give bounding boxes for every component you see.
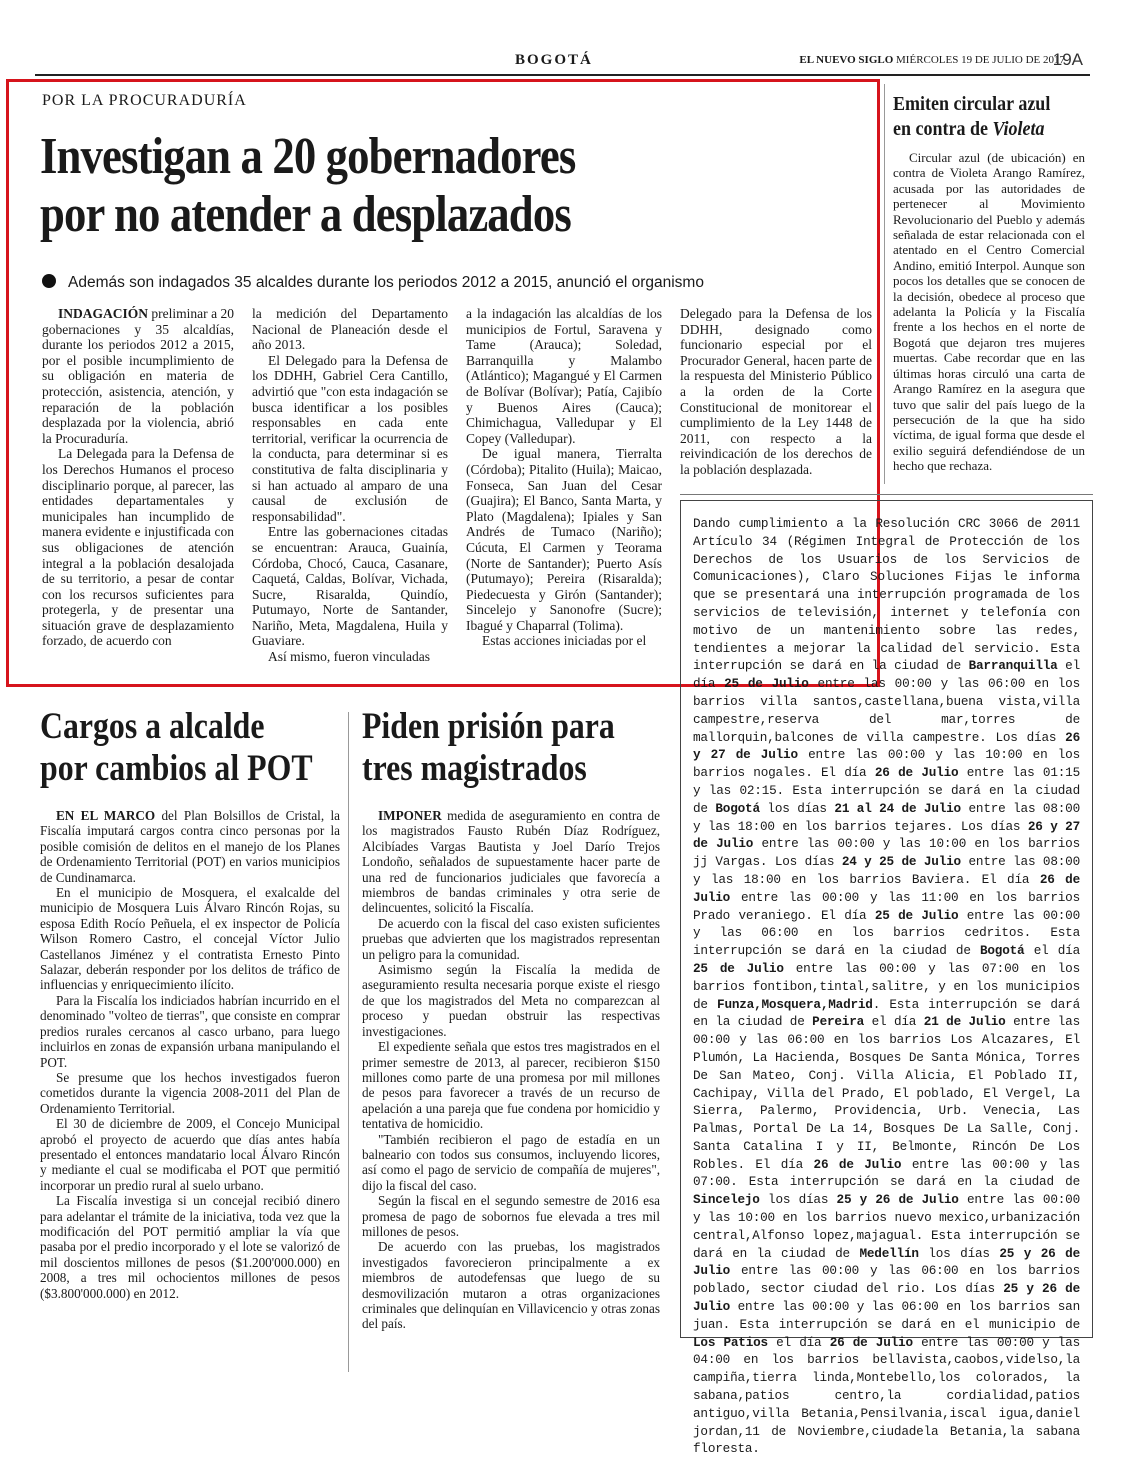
- story2-body: [40, 808, 340, 1301]
- paragraph: "También recibieron el pago de estadía en un balneario con todos sus consumos, incluyendo licores, así como el pago de servicio de compañía de mujeres", dijo la fiscal del caso.: [362, 1131, 660, 1193]
- main-column-4: [680, 306, 872, 478]
- paragraph: En el municipio de Mosquera, el exalcalde del municipio de Mosquera Luis Álvaro Rincón Rojas, su esposa Edith Rocío Peñuela, el ex inspector de Policía Wilson Romero Castro, el concejal Víctor Julio Castellanos Jiménez y el contratista Ernesto Pinto Salazar, deberán responder por los delitos de tráfico de influencias y enriquecimiento ilícito.: [40, 885, 340, 993]
- notice-text: entre las 00:00 y las 11:00 en los barrios Prado veraniego. El día: [693, 889, 1080, 923]
- paragraph: a la indagación las alcaldías de los municipios de Fortul, Saravena y Tame (Arauca); Soledad, Barranquilla y Malambo (Atlántico); Magangué y El Carmen de Bolívar (Bolívar); Patía, Cajibío y Buenos Aires (Cauca); Chimichagua, Valledupar y El Copey (Valledupar).: [466, 306, 662, 446]
- notice-text: entre las 01:15 y las 02:15. Esta interrupción se dará en la ciudad de: [693, 765, 1080, 816]
- column-divider: [884, 84, 885, 484]
- lead-word: IMPONER: [378, 808, 442, 823]
- paragraph: Asimismo según la Fiscalía la medida de aseguramiento resulta necesaria porque existe el riesgo de que los magistrados del Meta no comparezcan al proceso y puedan obstruir las respectivas investigaciones.: [362, 962, 660, 1039]
- notice-bold: 25 de Julio: [874, 907, 959, 923]
- paragraph: la medición del Departamento Nacional de Planeación desde el año 2013.: [252, 306, 448, 353]
- sidebar-headline-line-1: Emiten circular azul: [893, 93, 1051, 115]
- header-rule: [35, 74, 1090, 76]
- notice-text: entre las 00:00 y las 04:00 en los barrios bellavista,caobos,videlso,la campiña,tierra linda,Montebello,los colorados, la sabana,patios centro,la cordialidad,patios antiguo,villa Betania,Pensilvania,iscal igua,daniel jordan,11 de Noviembre,ciudadela Betania,la sabana floresta.: [693, 1334, 1080, 1457]
- notice-text: el día: [1024, 943, 1080, 959]
- notice-text: los días: [918, 1245, 1000, 1261]
- paragraph: preliminar a 20 gobernaciones y 35 alcaldías, durante los periodos 2012 a 2015, por el posible incumplimiento de su obligación en materia de protección, asistencia, atención, y reparación de la población desplazada por la violencia, abrió la Procuraduría.: [42, 306, 234, 446]
- paragraph: Entre las gobernaciones citadas se encuentran: Arauca, Guainía, Córdoba, Chocó, Cauca, Casanare, Caquetá, Caldas, Bolívar, Vichada, Sucre, Risaralda, Quindío, Putumayo, Norte de Santander, Nariño, Meta, Magdalena, Huila y Guaviare.: [252, 524, 448, 649]
- notice-bold: 26 de Julio: [829, 1334, 913, 1350]
- story3-headline-line-1: Piden prisión para: [362, 706, 615, 747]
- notice-text: entre las 08:00 y las 18:00 en los barrios Baviera. El día: [693, 854, 1080, 887]
- notice-text: entre las 00:00 y las 06:00 en los barrios Los Alcazares, El Plumón, La Hacienda, Bosques De Santa Mónica, Torres De San Mateo, Conj. Villa Alicia, El Poblado II, Cachipay, Villa del Prado, El poblado, El Vergel, La Sierra, Palermo, Providencia, Urb. Venecia, Las Palmas, Portal De La 14, Bosques De La Salle, Conj. Santa Catalina I y II, Belmonte, Rincón De Los Robles. El día: [693, 1014, 1081, 1172]
- paragraph: Según la fiscal en el segundo semestre de 2016 esa promesa de pago de sobornos fue elevada a tres mil millones de pesos.: [362, 1193, 660, 1239]
- notice-text: . Esta interrupción se dará en la ciudad de: [693, 996, 1081, 1030]
- paragraph: De igual manera, Tierraltа (Córdoba); Pitalito (Huila); Maicao, Fonseca, San Juan del Cesar (Guajira); El Banco, Santa Marta, y Plato (Magdalena); Ipiales y San Andrés de Tumaco (Nariño); Cúcuta, El Carmen y Teorama (Norte de Santander); Puerto Asís (Putumayo); Pereira (Risaralda); Piedecuesta y Girón (Santander); Sincelejo y Sanonofre (Sucre); Ibagué y Chaparral (Tolima).: [466, 446, 662, 633]
- notice-text: Dando cumplimiento a la Resolución CRC 3066 de 2011 Artículo 34 (Régimen Integral de Protección de los Derechos de los Usuarios de los Servicios de Comunicaciones), Claro Soluciones Fijas le informa que se presentará una interrupción programada de los servicios de televisión, internet y telefonía con motivo de un mantenimiento sobre las redes, tendientes a mejorar la calidad del servicio. Esta interrupción se dará en la ciudad de: [693, 516, 1080, 674]
- notice-bold: 26 de Julio: [874, 765, 959, 781]
- notice-text: entre las 00:00 y las 07:00. Esta interrupción se dará en la ciudad de: [693, 1156, 1080, 1190]
- sidebar-headline-line-2: [893, 117, 1073, 142]
- paragraph: De acuerdo con la fiscal del caso existen suficientes pruebas que advierten que los magistrados representan un peligro para la comunidad.: [362, 915, 660, 962]
- notice-bold: Funza,Mosquera,Madrid: [717, 996, 873, 1012]
- sidebar-headline-text: en contra de: [893, 118, 993, 140]
- paragraph: medida de aseguramiento en contra de los magistrados Fausto Rubén Díaz Rodríguez, Alcibíades Vargas Bautista y Joel Darío Trejos Londoño, señalados de supuestamente hacer parte de una red de funcionarios judiciales que favorecía a miembros de bandas criminales y otra serie de delincuentes, solicitó la Fiscalía.: [362, 808, 660, 916]
- paragraph: Delegado para la Defensa de los DDHH, designado como funcionario especial por el Procurador General, hacen parte de la respuesta del Ministerio Público a la orden de la Corte Constitucional de monitorear el cumplimiento de la Ley 1448 de 2011, con respecto a la reivindicación de los derechos de la población desplazada.: [680, 306, 872, 477]
- notice-rule: [680, 494, 1093, 495]
- service-notice: [680, 500, 1093, 1457]
- notice-bold: Sincelejo: [693, 1192, 760, 1208]
- paragraph: Circular azul (de ubicación) en contra de Violeta Arango Ramírez, acusada por las autoridades de pertenecer al Movimiento Revolucionario del Pueblo y además señalada de estar relacionada con el atentado en el Centro Comercial Andino, emitió Interpol. Aunque son pocos los detalles que se conocen de la decisión, obedece al proceso que adelanta la Policía y la Fiscalía frente a los hechos en el norte de Bogotá que dejaron tres mujeres muertas. Cabe recordar que en las últimas horas circuló una carta de Arango Ramírez en la asegura que tuvo que salir del país luego de la persecución de la que ha sido víctima, de igual forma que desde el exilio seguirá defendiéndose de un hecho que rechaza.: [893, 150, 1085, 474]
- notice-text: entre las 00:00 y las 10:00 en los barrios nogales. El día: [693, 747, 1080, 781]
- sidebar-body: [893, 150, 1085, 474]
- paragraph: La Delegada para la Defensa de los Derechos Humanos el proceso disciplinario porque, al parecer, las entidades departamentales y municipales han incumplido de manera evidente e injustificada con sus obligaciones de atención integral a la población desalojada de su territorio, a pesar de contar con los recursos suficientes para protegerla, y de presentar una situación grave de desplazamiento forzado, de acuerdo con: [42, 446, 234, 649]
- notice-text: el día: [693, 658, 1080, 692]
- story3-headline-line-2: tres magistrados: [362, 748, 587, 789]
- notice-bold: 26 y 27 de Julio: [693, 729, 1080, 763]
- lead-word: INDAGACIÓN: [58, 306, 149, 321]
- paragraph: Para la Fiscalía los indiciados habrían incurrido en el denominado "volteo de tierras", que consiste en comprar predios rurales cercanos al casco urbano, para luego incluirlos en zonas de expansión urbana manipulando el POT.: [40, 992, 340, 1070]
- paragraph: Estas acciones iniciadas por el: [482, 633, 647, 649]
- sidebar-headline-name: Violeta: [992, 118, 1045, 140]
- notice-bold: 26 y 27 de Julio: [693, 818, 1080, 852]
- headline-line-2: por no atender a desplazados: [40, 186, 571, 243]
- notice-bold: Pereira: [812, 1014, 865, 1030]
- paragraph: De acuerdo con las pruebas, los magistrados investigados favorecieron principalmente a ex miembros de autodefensas que luego de su desmovilización mutaron a otras organizaciones criminales que delinquían en Villavicencio y otras zonas del país.: [362, 1239, 660, 1332]
- masthead: [799, 54, 1065, 66]
- page-number: 19A: [1052, 50, 1083, 69]
- story2-headline-line-2: por cambios al POT: [40, 748, 313, 789]
- subtitle-text: Además son indagados 35 alcaldes durante los periodos 2012 a 2015, anunció el organismo: [68, 274, 704, 291]
- issue-date: MIÉRCOLES 19 DE JULIO DE 2017: [896, 54, 1065, 66]
- notice-text: el día: [767, 1334, 830, 1350]
- notice-bold: 21 de Julio: [923, 1014, 1006, 1030]
- notice-bold: Medellín: [859, 1245, 919, 1261]
- notice-text: los días: [759, 1192, 837, 1208]
- lead-word: EN EL MARCO: [56, 808, 156, 823]
- main-subtitle: [42, 274, 704, 292]
- notice-bold: Los Patios: [693, 1334, 768, 1350]
- notice-text: los días: [759, 800, 835, 816]
- paragraph: Se presume que los hechos investigados fueron cometidos durante la vigencia 2008-2011 del Plan de Ordenamiento Territorial.: [40, 1069, 340, 1116]
- section-name: BOGOTÁ: [515, 52, 593, 68]
- notice-bold: 24 y 25 de Julio: [841, 854, 961, 870]
- column-divider: [348, 712, 349, 1372]
- notice-text: entre las 00:00 y las 10:00 en los barrios nuevo mexico,urbanización central,Alfonso lopez,majagual. Esta interrupción se dará en la ciudad de: [693, 1192, 1081, 1261]
- notice-bold: 25 de Julio: [724, 676, 809, 692]
- paragraph: El expediente señala que estos tres magistrados en el primer semestre de 2013, al parecer, recibieron $150 millones como parte de una promesa por mil millones de pesos para favorecer a través de un recurso de apelación a una pareja que fue condena por homicidio y tentativa de homicidio.: [362, 1039, 660, 1132]
- story2-headline: [40, 706, 313, 790]
- paragraph: Así mismo, fueron vinculadas: [268, 649, 430, 665]
- notice-bold: 26 de Julio: [813, 1156, 902, 1172]
- story3-body: [362, 808, 660, 1332]
- paragraph: El Delegado para la Defensa de los DDHH, Gabriel Cera Cantillo, advirtió que "con esta indagación se busca identificar a los posibles responsables en cada ente territorial, verificar la ocurrencia de la conducta, para determinar si es constitutiva de falta disciplinaria y si han actuado al amparo de una causal de exclusión de responsabilidad".: [252, 352, 448, 524]
- notice-text: entre las 00:00 y las 07:00 en los barrios fontibon,tintal,salitre, y en los municipios de: [693, 960, 1080, 1012]
- notice-text: entre las 00:00 y las 06:00 en los barrios san juan. Esta interrupción se dará en el municipio de: [693, 1299, 1080, 1332]
- paragraph: del Plan Bolsillos de Cristal, la Fiscalía imputará cargos contra cinco personas por la posible comisión de delitos en el manejo de los Planes de Ordenamiento Territorial (POT) en varios municipios de Cundinamarca.: [40, 808, 340, 885]
- sidebar-headline: [893, 92, 1073, 142]
- notice-text: entre las 00:00 y las 06:00 en los barrios villa santos,castellana,buena vista,villa campestre,reserva del mar,torres de mallorquin,balcones de villa campestre. Los días: [693, 676, 1080, 745]
- main-column-2: [252, 306, 448, 665]
- notice-bold: 25 de Julio: [693, 960, 784, 976]
- notice-bold: 25 y 26 de Julio: [693, 1245, 1080, 1279]
- notice-text: entre las 08:00 y las 18:00 en los barrios tejares. Los días: [693, 800, 1080, 834]
- main-headline: [40, 128, 745, 244]
- notice-text: el día: [864, 1014, 924, 1030]
- notice-text: entre las 00:00 y las 06:00 en los barrios cedritos. Esta interrupción se dará en la ciudad de: [693, 907, 1080, 959]
- main-kicker: POR LA PROCURADURÍA: [42, 92, 247, 109]
- paragraph: La Fiscalía investiga si un concejal recibió dinero para adelantar el trámite de la iniciativa, toda vez que la modificación del POT permitió ampliar la vía que pasaba por el predio incorporado y el lote se valorizó de mil doscientos millones de pesos ($1.200'000.000) en 2008, a tres mil ochocientos millones de pesos ($3.800'000.000) en 2012.: [40, 1193, 340, 1301]
- notice-bold: Bogotá: [715, 800, 760, 816]
- paragraph: El 30 de diciembre de 2009, el Concejo Municipal aprobó el proyecto de acuerdo que días antes había presentado el entonces mandatario local Álvaro Rincón y mediante el cual se modificaba el POT que permitió incorporar un predio rural al suelo urbano.: [40, 1116, 340, 1193]
- notice-text: entre las 00:00 y las 10:00 en los barrios jj Vargas. Los días: [693, 836, 1080, 870]
- notice-bold: Barranquilla: [968, 658, 1058, 674]
- notice-bold: 26 de Julio: [693, 871, 1080, 905]
- main-column-3: [466, 306, 662, 649]
- story3-headline: [362, 706, 615, 790]
- main-column-1: [42, 306, 234, 649]
- notice-bold: 21 al 24 de Julio: [834, 800, 961, 816]
- page-header: [0, 48, 1125, 74]
- notice-text: entre las 00:00 y las 06:00 en los barrios poblado, sector ciudad del rio. Los días: [693, 1263, 1080, 1297]
- notice-bold: Bogotá: [979, 943, 1025, 959]
- notice-bold: 25 y 26 de Julio: [693, 1281, 1080, 1315]
- story2-headline-line-1: Cargos a alcalde: [40, 706, 265, 747]
- bullet-icon: [42, 274, 56, 288]
- paper-name: EL NUEVO SIGLO: [799, 54, 894, 66]
- notice-bold: 25 y 26 de Julio: [836, 1192, 959, 1208]
- headline-line-1: Investigan a 20 gobernadores: [40, 128, 576, 185]
